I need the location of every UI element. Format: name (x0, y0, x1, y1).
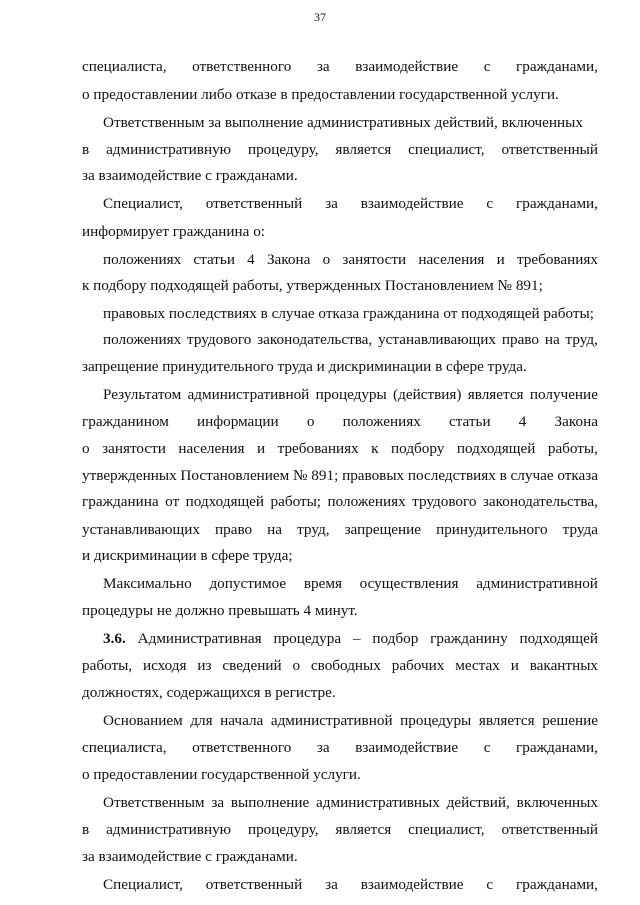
word: гражданами, (516, 195, 598, 212)
text-line: к подбору подходящей работы, утвержденных Постановлением № 891; (82, 277, 543, 294)
word: населения (418, 251, 485, 268)
word: населения (178, 440, 245, 457)
word: выполнение (230, 794, 310, 811)
text-line: о предоставлении государственной услуги. (82, 766, 361, 783)
word: допустимое (209, 575, 287, 592)
word: работы, (547, 440, 598, 457)
word: специалист, (408, 821, 485, 838)
text-line: и дискриминации в сфере труда; (82, 547, 293, 564)
word: специалиста, (82, 739, 167, 756)
word: Административная (137, 630, 262, 647)
word: с (486, 876, 494, 893)
word: административных (316, 794, 440, 811)
text-line (82, 656, 598, 676)
word: местах (455, 657, 500, 674)
word: работы, (82, 657, 133, 674)
word: является (478, 712, 535, 729)
word: о (82, 440, 90, 457)
word: является (335, 821, 392, 838)
text-line (103, 385, 598, 405)
text-line (82, 140, 598, 160)
word: занятости (342, 251, 407, 268)
word: в (82, 141, 90, 158)
word: к (371, 440, 379, 457)
word: административную (106, 141, 232, 158)
text-line: Ответственным за выполнение административных действий, включенных (103, 114, 583, 131)
text-line (103, 793, 598, 813)
word: процедура (273, 630, 342, 647)
word: законодательства, (257, 331, 373, 348)
word: гражданами, (516, 876, 598, 893)
word: время (303, 575, 342, 592)
word: специалист, (408, 141, 485, 158)
text-line: информирует гражданина о: (82, 223, 266, 240)
word: вакантных (529, 657, 598, 674)
text-line (103, 194, 598, 214)
word: исходя (142, 657, 187, 674)
word: Максимально (103, 575, 192, 592)
word: начала (220, 712, 264, 729)
text-line (82, 439, 598, 459)
word: с (486, 195, 494, 212)
word: получение (529, 386, 598, 403)
word: в (82, 821, 90, 838)
text-line (82, 492, 598, 512)
word: Постановлением (180, 467, 290, 484)
text-line: за взаимодействие с гражданами. (82, 848, 298, 865)
word: трудового (187, 331, 252, 348)
word: с (483, 739, 491, 756)
word: 4 (518, 413, 527, 430)
word: на (267, 521, 283, 538)
word: процедуры (315, 386, 387, 403)
word: Закона (554, 413, 598, 430)
word: последствиях (407, 467, 496, 484)
word: для (190, 712, 213, 729)
word: право (214, 521, 253, 538)
word: требованиях (277, 440, 359, 457)
section-number: 3.6. (103, 630, 126, 647)
word: 4 (247, 251, 255, 268)
word: законодательства, (482, 493, 598, 510)
word: – (352, 630, 361, 647)
text-line (103, 875, 598, 895)
word: является (467, 386, 524, 403)
word: взаимодействие (355, 739, 459, 756)
text-line (82, 738, 598, 758)
word: Специалист, (103, 195, 183, 212)
word: Закона (266, 251, 311, 268)
word: 891; (311, 467, 339, 484)
text-line: должностях, содержащихся в регистре. (82, 684, 336, 701)
word: статьи (448, 413, 491, 430)
text-line (82, 412, 598, 432)
word: за (325, 876, 338, 893)
word: решение (542, 712, 598, 729)
word: из (197, 657, 212, 674)
word: взаимодействие (360, 195, 464, 212)
word: принудительного (436, 521, 548, 538)
word: в (499, 467, 507, 484)
text-line (103, 330, 598, 350)
word: включенных (516, 794, 598, 811)
word: положениях (342, 413, 421, 430)
word: гражданами, (516, 739, 598, 756)
word: о (322, 251, 331, 268)
word: административную (106, 821, 232, 838)
word: ответственный (501, 821, 598, 838)
word: труда (562, 521, 598, 538)
word: гражданином (82, 413, 169, 430)
word: подходящей (185, 493, 265, 510)
word: гражданина (82, 493, 159, 510)
word: устанавливающих (378, 331, 496, 348)
text-line (82, 57, 598, 77)
text-line (103, 629, 598, 649)
word: Основанием (103, 712, 183, 729)
word: процедуру, (247, 821, 319, 838)
text-line (103, 250, 598, 270)
text-line (82, 466, 598, 486)
word: о (306, 413, 315, 430)
word: процедуры (400, 712, 472, 729)
word: административной (476, 575, 598, 592)
word: за (316, 739, 330, 756)
word: отказа (557, 467, 598, 484)
word: № (293, 467, 308, 484)
word: действий, (446, 794, 510, 811)
text-line: процедуры не должно превышать 4 минут. (82, 602, 358, 619)
text-line: за взаимодействие с гражданами. (82, 167, 298, 184)
word: взаимодействие (360, 876, 464, 893)
page-number: 37 (314, 10, 326, 24)
word: за (316, 58, 330, 75)
word: Результатом (103, 386, 182, 403)
word: гражданами, (516, 58, 598, 75)
text-line: правовых последствиях в случае отказа гражданина от подходящей работы; (103, 305, 594, 322)
word: за (211, 794, 225, 811)
word: подбор (372, 630, 419, 647)
word: статьи (193, 251, 235, 268)
text-line (82, 820, 598, 840)
word: является (335, 141, 392, 158)
text-line: о предоставлении либо отказе в предоставлении государственной услуги. (82, 86, 559, 103)
text-line (103, 574, 598, 594)
word: ответственный (501, 141, 598, 158)
word: и (256, 440, 266, 457)
word: с (483, 58, 491, 75)
word: (действия) (393, 386, 462, 403)
word: труд, (297, 521, 330, 538)
word: положениях (103, 251, 182, 268)
word: труд, (565, 331, 598, 348)
word: Специалист, (103, 876, 183, 893)
word: Ответственным (103, 794, 205, 811)
word: трудового (412, 493, 477, 510)
word: ответственного (192, 58, 292, 75)
word: занятости (102, 440, 166, 457)
word: и (496, 251, 505, 268)
word: работы; (270, 493, 322, 510)
word: случае (510, 467, 554, 484)
word: подбору (391, 440, 445, 457)
word: ответственный (205, 876, 303, 893)
word: требованиях (516, 251, 598, 268)
text-line: запрещение принудительного труда и дискриминации в сфере труда. (82, 358, 527, 375)
word: на (544, 331, 560, 348)
text-line (103, 711, 598, 731)
word: за (325, 195, 338, 212)
word: информации (197, 413, 279, 430)
word: свободных (310, 657, 381, 674)
text-line (82, 520, 598, 540)
word: подходящей (456, 440, 536, 457)
word: осуществления (359, 575, 459, 592)
word: рабочих (391, 657, 445, 674)
word: взаимодействие (355, 58, 459, 75)
word: положениях (103, 331, 182, 348)
word: и (510, 657, 519, 674)
word: о (292, 657, 301, 674)
word: административной (187, 386, 310, 403)
word: административной (270, 712, 393, 729)
word: от (165, 493, 180, 510)
word: утвержденных (82, 467, 177, 484)
word: гражданину (430, 630, 508, 647)
word: правовых (342, 467, 405, 484)
word: ответственного (192, 739, 292, 756)
word: положениях (327, 493, 406, 510)
word: ответственный (205, 195, 303, 212)
word: запрещение (344, 521, 421, 538)
word: специалиста, (82, 58, 167, 75)
word: устанавливающих (82, 521, 200, 538)
word: подходящей (519, 630, 598, 647)
word: процедуру, (247, 141, 319, 158)
word: право (501, 331, 539, 348)
word: сведений (222, 657, 282, 674)
